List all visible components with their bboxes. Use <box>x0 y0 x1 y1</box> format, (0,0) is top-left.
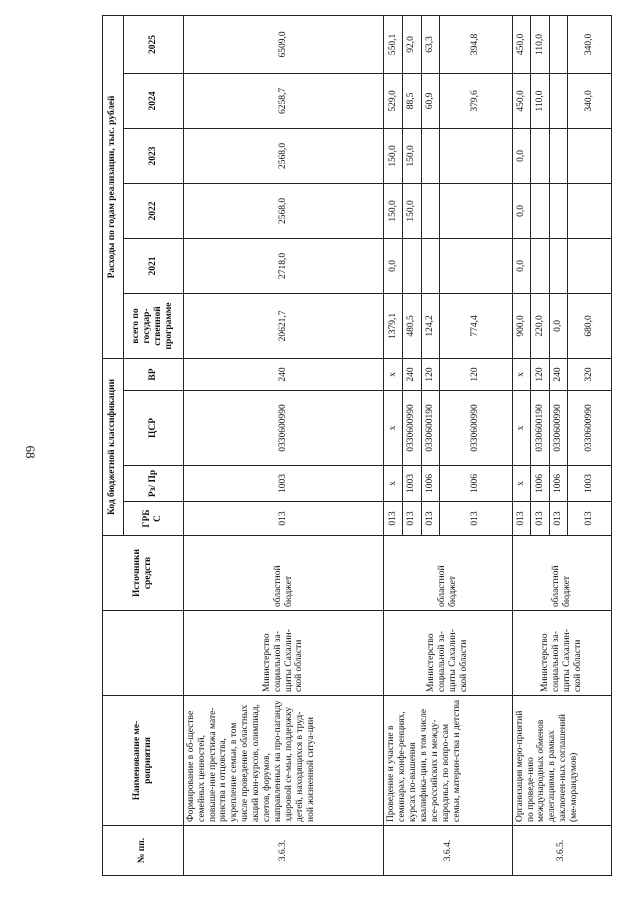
header-total: всего по государ-ственной программе <box>123 293 183 358</box>
header-expenses: Расходы по годам реализации, тыс. рублей <box>103 15 124 358</box>
event-name: Формирование в об-ществе семейных ценностей, повыше-ние престижа мате-ринства и отцовства, укрепление семьи, в том числе проведение областных акций кон-курсов, олимпиад, слетов, форумов, направленных на про-паганду здоровой се-мьи, поддержку детей, находящихся в труд-ной жизненной ситуа-ции <box>183 696 384 826</box>
header-2025: 2025 <box>123 15 183 73</box>
y2024-cell: 379,6 <box>440 73 512 128</box>
total-cell: 900,0 <box>512 293 531 358</box>
y2021-cell <box>549 238 568 293</box>
table-row <box>183 15 384 875</box>
total-cell: 1379,1 <box>384 293 403 358</box>
funding-source: областной бюджет <box>183 536 384 611</box>
header-2024: 2024 <box>123 73 183 128</box>
csr-cell: x <box>512 391 531 466</box>
vr-cell: 240 <box>549 358 568 390</box>
header-row-1 <box>103 15 124 875</box>
y2024-cell: 340,0 <box>568 73 612 128</box>
executor: Министерство социальной за-щиты Сахалин-ской области <box>512 611 611 696</box>
csr-cell: 0330600990 <box>440 391 512 466</box>
header-budget-code: Код бюджетной классификации <box>103 358 124 535</box>
vr-cell: 120 <box>531 358 550 390</box>
csr-cell: 0330600990 <box>403 391 422 466</box>
rzpr-cell: 1006 <box>440 466 512 502</box>
table-row <box>384 15 403 875</box>
row-number: 3.6.4. <box>384 826 512 876</box>
y2022-cell <box>531 183 550 238</box>
y2021-cell <box>568 238 612 293</box>
y2022-cell: 2568,0 <box>183 183 384 238</box>
header-2022: 2022 <box>123 183 183 238</box>
header-grbs: ГРБ С <box>123 502 183 536</box>
csr-cell: 0330600190 <box>421 391 440 466</box>
grbs-cell: 013 <box>421 502 440 536</box>
program-expenses-table <box>102 15 612 876</box>
y2024-cell: 450,0 <box>512 73 531 128</box>
y2025-cell: 110,0 <box>531 15 550 73</box>
grbs-cell: 013 <box>568 502 612 536</box>
y2024-cell: 88,5 <box>403 73 422 128</box>
y2021-cell: 2718,0 <box>183 238 384 293</box>
csr-cell: 0330600990 <box>568 391 612 466</box>
vr-cell: x <box>512 358 531 390</box>
header-2023: 2023 <box>123 128 183 183</box>
grbs-cell: 013 <box>512 502 531 536</box>
y2022-cell <box>440 183 512 238</box>
rzpr-cell: x <box>384 466 403 502</box>
header-2021: 2021 <box>123 238 183 293</box>
executor: Министерство социальной за-щиты Сахалин-ской области <box>384 611 512 696</box>
header-sources: Источники средств <box>103 536 184 611</box>
rzpr-cell: x <box>512 466 531 502</box>
csr-cell: 0330600190 <box>531 391 550 466</box>
total-cell: 480,5 <box>403 293 422 358</box>
rzpr-cell: 1006 <box>549 466 568 502</box>
total-cell: 0,0 <box>549 293 568 358</box>
rotated-table-wrapper <box>102 16 612 876</box>
y2023-cell: 150,0 <box>384 128 403 183</box>
vr-cell: 240 <box>403 358 422 390</box>
y2023-cell <box>549 128 568 183</box>
y2023-cell: 2568,0 <box>183 128 384 183</box>
rzpr-cell: 1006 <box>421 466 440 502</box>
grbs-cell: 013 <box>403 502 422 536</box>
y2021-cell <box>403 238 422 293</box>
event-name: Проведение и участие в семинарах, конфе-ренциях, курсах по-вышения квалифика-ции, в том числе все-российских и между-народных, по вопро-сам семьи, материн-ства и детства <box>384 696 512 826</box>
y2023-cell: 0,0 <box>512 128 531 183</box>
y2021-cell: 0,0 <box>512 238 531 293</box>
y2023-cell: 150,0 <box>403 128 422 183</box>
rzpr-cell: 1003 <box>403 466 422 502</box>
vr-cell: 240 <box>183 358 384 390</box>
vr-cell: 320 <box>568 358 612 390</box>
y2025-cell: 340,0 <box>568 15 612 73</box>
vr-cell: 120 <box>421 358 440 390</box>
header-rzpr: Рз/ Пр <box>123 466 183 502</box>
y2022-cell: 0,0 <box>512 183 531 238</box>
header-num: № пп. <box>103 826 184 876</box>
total-cell: 220,0 <box>531 293 550 358</box>
total-cell: 774,4 <box>440 293 512 358</box>
grbs-cell: 013 <box>183 502 384 536</box>
y2025-cell: 450,0 <box>512 15 531 73</box>
header-csr: ЦСР <box>123 391 183 466</box>
y2025-cell: 550,1 <box>384 15 403 73</box>
y2021-cell: 0,0 <box>384 238 403 293</box>
header-name: Наименование ме-роприятия <box>103 696 184 826</box>
funding-source: областной бюджет <box>512 536 611 611</box>
executor: Министерство социальной за-щиты Сахалин-ской области <box>183 611 384 696</box>
page-number: 68 <box>23 445 38 459</box>
y2021-cell <box>531 238 550 293</box>
y2022-cell: 150,0 <box>403 183 422 238</box>
row-number: 3.6.3. <box>183 826 384 876</box>
y2025-cell: 394,8 <box>440 15 512 73</box>
y2023-cell <box>531 128 550 183</box>
y2023-cell <box>568 128 612 183</box>
grbs-cell: 013 <box>440 502 512 536</box>
y2023-cell <box>421 128 440 183</box>
vr-cell: x <box>384 358 403 390</box>
y2025-cell: 92,0 <box>403 15 422 73</box>
y2022-cell <box>549 183 568 238</box>
row-number: 3.6.5. <box>512 826 611 876</box>
y2025-cell <box>549 15 568 73</box>
csr-cell: 0330600990 <box>549 391 568 466</box>
y2024-cell <box>549 73 568 128</box>
grbs-cell: 013 <box>384 502 403 536</box>
y2022-cell: 150,0 <box>384 183 403 238</box>
total-cell: 124,2 <box>421 293 440 358</box>
y2024-cell: 60,9 <box>421 73 440 128</box>
header-executor <box>103 611 184 696</box>
y2021-cell <box>421 238 440 293</box>
event-name: Организация меро-приятий по проведе-нию международных обменов делегациями, в рамках заключен-ных соглашений (ме-морандумов) <box>512 696 611 826</box>
y2023-cell <box>440 128 512 183</box>
csr-cell: 0330600990 <box>183 391 384 466</box>
table-row <box>512 15 531 875</box>
y2021-cell <box>440 238 512 293</box>
y2024-cell: 110,0 <box>531 73 550 128</box>
total-cell: 680,0 <box>568 293 612 358</box>
y2024-cell: 529,0 <box>384 73 403 128</box>
header-vr: ВР <box>123 358 183 390</box>
y2025-cell: 63,3 <box>421 15 440 73</box>
rzpr-cell: 1006 <box>531 466 550 502</box>
grbs-cell: 013 <box>531 502 550 536</box>
rzpr-cell: 1003 <box>568 466 612 502</box>
rzpr-cell: 1003 <box>183 466 384 502</box>
funding-source: областной бюджет <box>384 536 512 611</box>
y2022-cell <box>568 183 612 238</box>
y2022-cell <box>421 183 440 238</box>
vr-cell: 120 <box>440 358 512 390</box>
total-cell: 20621,7 <box>183 293 384 358</box>
y2025-cell: 6509,0 <box>183 15 384 73</box>
y2024-cell: 6258,7 <box>183 73 384 128</box>
csr-cell: x <box>384 391 403 466</box>
grbs-cell: 013 <box>549 502 568 536</box>
